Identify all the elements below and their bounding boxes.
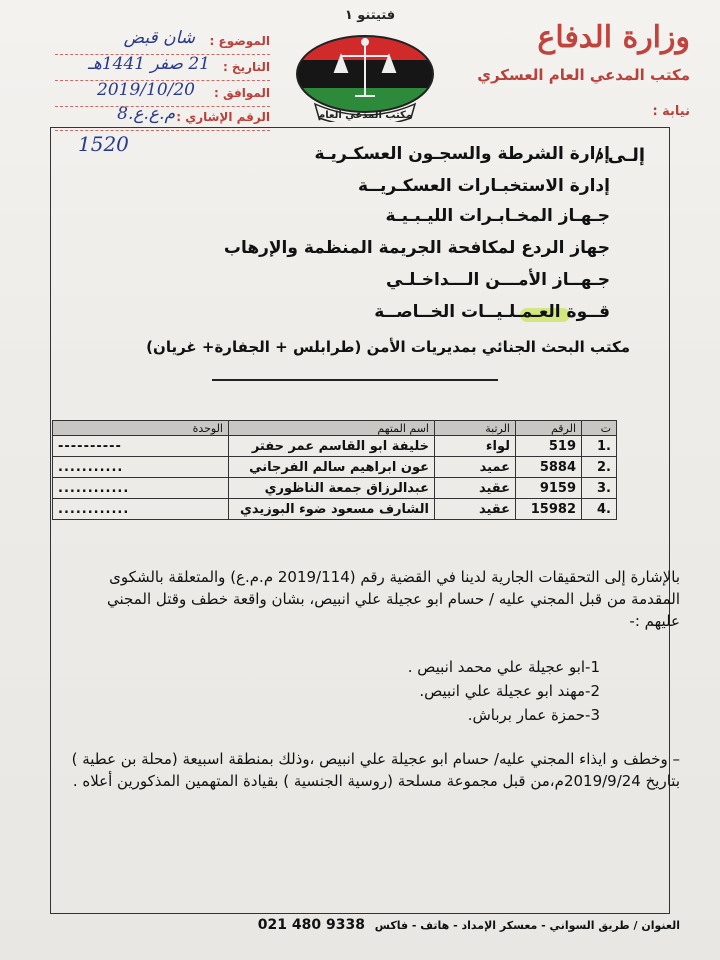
victim-item: 1-ابو عجيلة علي محمد انبيص . <box>407 658 600 676</box>
cell-name: الشارف مسعود ضوء البوزيدي <box>229 499 435 520</box>
recipient-special-forces: قــوة العـمـلـيــات الخــاصــة <box>374 302 610 322</box>
meta-value: م.ع.ع.8 <box>117 104 175 124</box>
cell-unit: ............ <box>53 478 229 499</box>
header-number: الرقم <box>516 421 582 436</box>
cell-rank: عقيد <box>435 478 516 499</box>
ministry-title: وزارة الدفاع <box>537 20 690 55</box>
to-label: إلـى / <box>594 145 645 166</box>
meta-value: 2019/10/20 <box>97 80 195 100</box>
prosecutor-emblem <box>285 22 445 126</box>
table-header-row <box>53 421 617 436</box>
cell-unit: ............ <box>53 499 229 520</box>
header-rank: الرتبة <box>435 421 516 436</box>
prosecution-label: نيابة : <box>652 104 690 119</box>
cell-rank: لواء <box>435 436 516 457</box>
cell-number: 15982 <box>516 499 582 520</box>
meta-label: التاريخ : <box>222 60 270 74</box>
emblem-caption: فتيتنو ١ <box>344 8 396 23</box>
victim-item: 2-مهند ابو عجيلة علي انبيص. <box>419 682 600 700</box>
cell-index: .2 <box>582 457 617 478</box>
cell-rank: عميد <box>435 457 516 478</box>
cell-number: 519 <box>516 436 582 457</box>
footer-address: العنوان / طريق السواني - معسكر الإمداد - هاتف - فاكس <box>374 919 680 932</box>
recipient-deterrence-apparatus: جهاز الردع لمكافحة الجريمة المنظمة والإرهاب <box>223 238 610 258</box>
cell-name: عبدالرزاق جمعة الناظوري <box>229 478 435 499</box>
cell-index: .4 <box>582 499 617 520</box>
meta-row-subject <box>55 28 270 55</box>
body-paragraph-abduction: – وخطف و ايذاء المجني عليه/ حسام ابو عجيلة علي انبيص ،وذلك بمنطقة اسبيعة (محلة بن عطية ) بتاريخ 2019/9/24م،من قبل مجموعة مسلحة (روسية الجنسية ) بقيادة المتهمين المذكورين أعلاه . <box>71 750 680 790</box>
meta-value: 21 صفر 1441هـ <box>87 54 210 74</box>
table-row <box>53 478 617 499</box>
header-accused-name: اسم المتهم <box>229 421 435 436</box>
recipient-military-intelligence: إدارة الاستخبـارات العسكـريــة <box>358 176 610 196</box>
recipient-intelligence-service: جـهـاز المخـابـرات الليـبـيـة <box>385 206 610 226</box>
footer-phone: 021 480 9338 <box>257 917 365 933</box>
cell-unit: ...........​ <box>53 457 229 478</box>
recipient-military-police: إدارة الشرطة والسجـون العسكـريـة <box>314 144 610 164</box>
recipient-internal-security: جـهــاز الأمـــن الـــداخـلـي <box>386 270 610 290</box>
emblem-banner: مكتب المدعي العام <box>317 110 413 121</box>
cell-number: 5884 <box>516 457 582 478</box>
cell-unit: ---------- <box>53 436 229 457</box>
cell-rank: عقيد <box>435 499 516 520</box>
meta-label: الرقم الإشاري : <box>176 110 270 124</box>
handwritten-number: 1520 <box>78 132 129 156</box>
office-name: مكتب المدعي العام العسكري <box>477 66 690 84</box>
table-row <box>53 499 617 520</box>
cell-name: عون ابراهيم سالم الفرجاني <box>229 457 435 478</box>
cell-number: 9159 <box>516 478 582 499</box>
cell-index: .1 <box>582 436 617 457</box>
divider-rule <box>212 379 498 381</box>
meta-row-date <box>55 54 270 81</box>
meta-value: شان قبض <box>123 28 195 48</box>
victim-item: 3-حمزة عمار برباش. <box>467 706 600 724</box>
accused-table <box>52 420 617 520</box>
header-index: ت <box>582 421 617 436</box>
cell-name: خليفة ابو القاسم عمر حفتر <box>229 436 435 457</box>
footer-address-line <box>60 917 680 933</box>
header-unit: الوحدة <box>53 421 229 436</box>
cell-index: .3 <box>582 478 617 499</box>
recipient-criminal-investigation: مكتب البحث الجنائي بمديريات الأمن (طرابلس + الجفارة+ غريان) <box>146 338 630 356</box>
meta-label: الموضوع : <box>209 34 270 48</box>
table-row <box>53 457 617 478</box>
meta-label: الموافق : <box>214 86 270 100</box>
table-row <box>53 436 617 457</box>
body-paragraph-reference: بالإشارة إلى التحقيقات الجارية لدينا في القضية رقم (2019/114 م.م.ع) والمتعلقة بالشكوى المقدمة من قبل المجني عليه / حسام ابو عجيلة علي انبيص، بشان واقعة خطف وقتل المجني عليهم :- <box>107 568 680 630</box>
